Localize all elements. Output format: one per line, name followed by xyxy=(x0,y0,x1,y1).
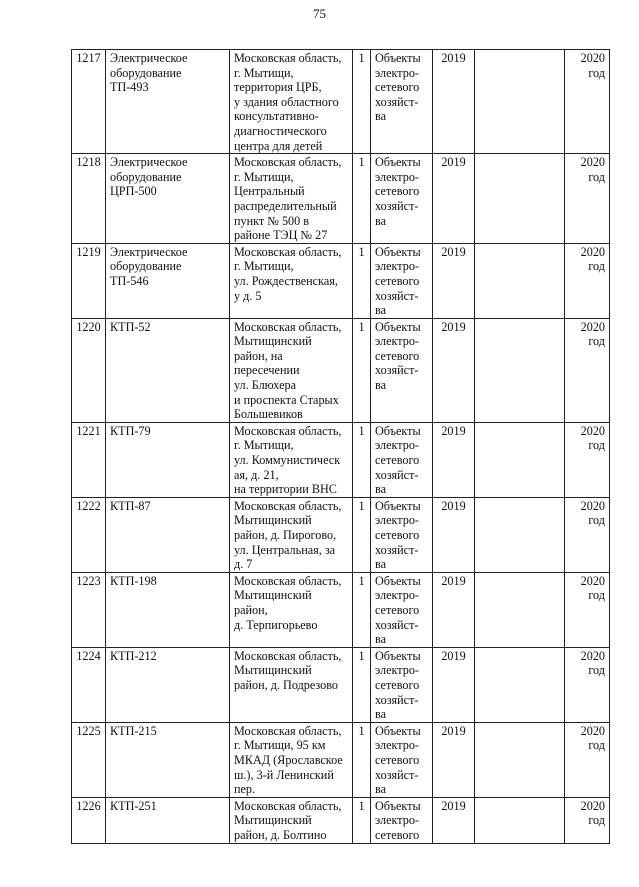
year-end: 2020 год xyxy=(565,572,610,647)
object-quantity: 1 xyxy=(353,318,371,422)
empty-cell xyxy=(475,722,565,797)
page-number: 75 xyxy=(313,6,326,21)
table-row xyxy=(72,154,610,244)
object-name: КТП-251 xyxy=(106,797,230,843)
row-number: 1221 xyxy=(72,422,106,497)
year-start: 2019 xyxy=(433,497,475,572)
object-quantity: 1 xyxy=(353,422,371,497)
year-end: 2020 год xyxy=(565,154,610,244)
row-number: 1218 xyxy=(72,154,106,244)
table-row xyxy=(72,50,610,154)
year-end: 2020 год xyxy=(565,497,610,572)
object-name: Электрическое оборудование ЦРП-500 xyxy=(106,154,230,244)
object-address: Московская область, Мытищинский район, д. Подрезово xyxy=(230,647,353,722)
table-row xyxy=(72,722,610,797)
table-row xyxy=(72,497,610,572)
row-number: 1226 xyxy=(72,797,106,843)
object-quantity: 1 xyxy=(353,243,371,318)
year-start: 2019 xyxy=(433,243,475,318)
object-type: Объекты электро- сетевого хозяйст- ва xyxy=(371,243,433,318)
table-row xyxy=(72,647,610,722)
year-end: 2020 год xyxy=(565,243,610,318)
year-end: 2020 год xyxy=(565,797,610,843)
year-end: 2020 год xyxy=(565,318,610,422)
object-quantity: 1 xyxy=(353,572,371,647)
object-type: Объекты электро- сетевого хозяйст- ва xyxy=(371,422,433,497)
object-address: Московская область, г. Мытищи, территория ЦРБ, у здания областного консультативно- диагностического центра для детей xyxy=(230,50,353,154)
object-address: Московская область, г. Мытищи, ул. Коммунистическ ая, д. 21, на территории ВНС xyxy=(230,422,353,497)
object-address: Московская область, Мытищинский район, на пересечении ул. Блюхера и проспекта Старых Большевиков xyxy=(230,318,353,422)
object-type: Объекты электро- сетевого хозяйст- ва xyxy=(371,572,433,647)
empty-cell xyxy=(475,497,565,572)
object-name: Электрическое оборудование ТП-546 xyxy=(106,243,230,318)
empty-cell xyxy=(475,572,565,647)
object-type: Объекты электро- сетевого хозяйст- ва xyxy=(371,647,433,722)
row-number: 1225 xyxy=(72,722,106,797)
year-start: 2019 xyxy=(433,422,475,497)
object-type: Объекты электро- сетевого хозяйст- ва xyxy=(371,722,433,797)
empty-cell xyxy=(475,422,565,497)
object-quantity: 1 xyxy=(353,722,371,797)
object-name: Электрическое оборудование ТП-493 xyxy=(106,50,230,154)
object-name: КТП-215 xyxy=(106,722,230,797)
row-number: 1219 xyxy=(72,243,106,318)
year-start: 2019 xyxy=(433,318,475,422)
object-address: Московская область, г. Мытищи, 95 км МКАД (Ярославское ш.), 3-й Ленинский пер. xyxy=(230,722,353,797)
year-end: 2020 год xyxy=(565,50,610,154)
property-register-table xyxy=(71,49,610,844)
year-start: 2019 xyxy=(433,50,475,154)
empty-cell xyxy=(475,50,565,154)
object-type: Объекты электро- сетевого хозяйст- ва xyxy=(371,50,433,154)
empty-cell xyxy=(475,243,565,318)
row-number: 1223 xyxy=(72,572,106,647)
object-address: Московская область, г. Мытищи, ул. Рождественская, у д. 5 xyxy=(230,243,353,318)
empty-cell xyxy=(475,318,565,422)
year-end: 2020 год xyxy=(565,722,610,797)
object-address: Московская область, Мытищинский район, д. Терпигорьево xyxy=(230,572,353,647)
row-number: 1217 xyxy=(72,50,106,154)
object-type: Объекты электро- сетевого хозяйст- ва xyxy=(371,497,433,572)
object-type: Объекты электро- сетевого хозяйст- ва xyxy=(371,318,433,422)
year-start: 2019 xyxy=(433,154,475,244)
table-row xyxy=(72,797,610,843)
object-quantity: 1 xyxy=(353,497,371,572)
table-row xyxy=(72,572,610,647)
object-address: Московская область, г. Мытищи, Центральный распределительный пункт № 500 в районе ТЭЦ № 27 xyxy=(230,154,353,244)
empty-cell xyxy=(475,154,565,244)
table-row xyxy=(72,422,610,497)
object-address: Московская область, Мытищинский район, д. Пирогово, ул. Центральная, за д. 7 xyxy=(230,497,353,572)
year-start: 2019 xyxy=(433,572,475,647)
object-type: Объекты электро- сетевого хозяйст- ва xyxy=(371,154,433,244)
object-name: КТП-52 xyxy=(106,318,230,422)
object-type: Объекты электро- сетевого xyxy=(371,797,433,843)
table-row xyxy=(72,318,610,422)
empty-cell xyxy=(475,647,565,722)
object-name: КТП-87 xyxy=(106,497,230,572)
object-name: КТП-212 xyxy=(106,647,230,722)
object-quantity: 1 xyxy=(353,50,371,154)
year-start: 2019 xyxy=(433,647,475,722)
object-address: Московская область, Мытищинский район, д. Болтино xyxy=(230,797,353,843)
empty-cell xyxy=(475,797,565,843)
year-end: 2020 год xyxy=(565,647,610,722)
row-number: 1224 xyxy=(72,647,106,722)
object-name: КТП-198 xyxy=(106,572,230,647)
object-quantity: 1 xyxy=(353,647,371,722)
table-row xyxy=(72,243,610,318)
row-number: 1220 xyxy=(72,318,106,422)
year-start: 2019 xyxy=(433,722,475,797)
object-quantity: 1 xyxy=(353,797,371,843)
object-quantity: 1 xyxy=(353,154,371,244)
object-name: КТП-79 xyxy=(106,422,230,497)
year-end: 2020 год xyxy=(565,422,610,497)
year-start: 2019 xyxy=(433,797,475,843)
row-number: 1222 xyxy=(72,497,106,572)
